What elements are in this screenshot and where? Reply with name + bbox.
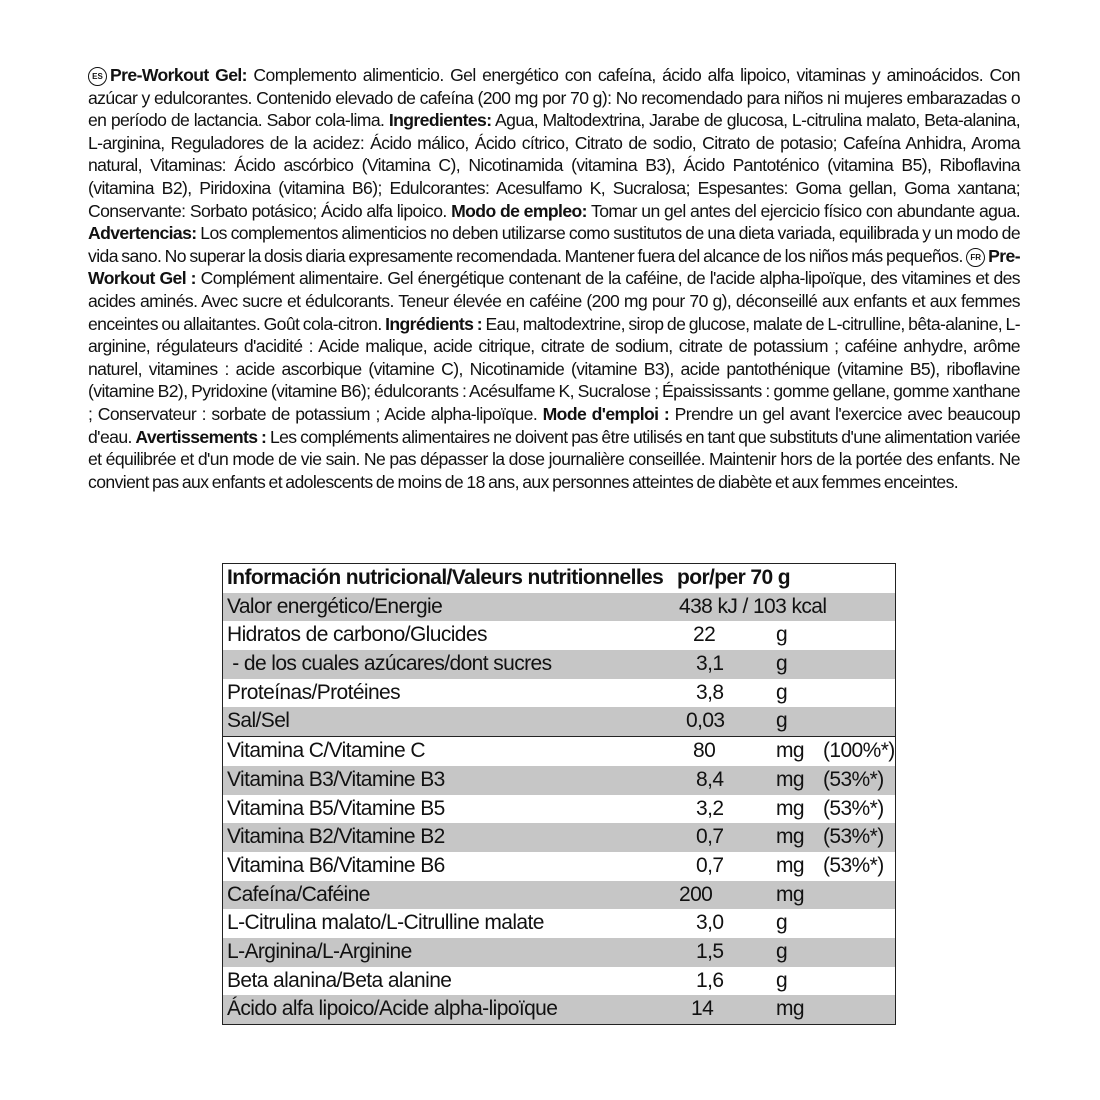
nutrient-value: 0,03 (686, 709, 725, 733)
fr-description: Complément alimentaire. Gel énergétique contenant de la caféine, de l'acide alpha-lipoïque, des vitamines et des acides aminés. Avec sucre et édulcorants. Teneur élevée en caféine (200 mg pour 70 g), déconseillé aux enfants et aux femmes enceintes ou allaitantes. Goût cola-citron. (88, 268, 1021, 334)
table-row (223, 852, 895, 881)
nutrient-unit: g (776, 709, 788, 733)
daily-value-percent: (53%*) (823, 853, 884, 877)
table-row (223, 881, 895, 910)
nutrient-value: 3,2 (696, 796, 724, 820)
nutrient-name: L-Arginina/L-Arginine (227, 939, 412, 963)
ingredients-text-block (88, 64, 1020, 493)
nutrient-unit: g (776, 939, 788, 963)
nutrient-name: Vitamina C/Vitamine C (227, 739, 425, 763)
nutrient-value: 3,1 (696, 652, 724, 676)
daily-value-percent: (53%*) (823, 825, 884, 849)
nutrient-name: Sal/Sel (227, 709, 290, 733)
nutrient-value: 3,0 (696, 911, 724, 935)
nutrient-value: 1,6 (696, 968, 724, 992)
nutrient-unit: mg (776, 997, 804, 1021)
nutrition-table (222, 563, 896, 1025)
daily-value-percent: (53%*) (823, 796, 884, 820)
es-product-title: Pre-Workout Gel: (110, 65, 247, 85)
nutrient-unit: g (776, 623, 788, 647)
nutrient-unit: g (776, 911, 788, 935)
nutrient-value: 0,7 (696, 853, 724, 877)
nutrient-unit: mg (776, 767, 804, 791)
fr-ingredients: Eau, maltodextrine, sirop de glucose, malate de L-citrulline, bêta-alanine, L-arginine, régulateurs d'acidité : Acide malique, acide citrique, citrate de sodium, citrate de potassium ; caféine anhydre, arôme naturel, vitamines : acide ascorbique (vitamine C), Nicotinamide (vitamine B3), acide pantothénique (vitamine B5), riboflavine (vitamine B2), Pyridoxine (vitamine B6); édulcorants : Acésulfame K, Sucralose ; Épaississants : gomme gellane, gomme xanthane ; Conservateur : sorbate de potassium ; Acide alpha-lipoïque. (88, 313, 1020, 424)
es-ingredients: Agua, Maltodextrina, Jarabe de glucosa, L-citrulina malato, Beta-alanina, L-arginina, Reguladores de la acidez: Ácido málico, Ácido cítrico, Citrato de sodio, Citrato de potasio; Cafeína Anhidra, Aroma natural, Vitaminas: Ácido ascórbico (Vitamina C), Nicotinamida (vitamina B3), Ácido Pantoténico (vitamina B5), Riboflavina (vitamina B2), Piridoxina (vitamina B6); Edulcorantes: Acesulfamo K, Sucralosa; Espesantes: Goma gellan, Goma xantana; Conservante: Sorbato potásico; Ácido alfa lipoico. (88, 110, 1020, 221)
daily-value-percent: (53%*) (823, 767, 884, 791)
table-row (223, 795, 895, 824)
nutrient-value: 14 (691, 997, 714, 1021)
nutrient-name: L-Citrulina malato/L-Citrulline malate (227, 911, 544, 935)
nutrition-table-header (223, 564, 895, 593)
table-row (223, 909, 895, 938)
nutrient-value: 8,4 (696, 767, 724, 791)
nutrient-unit: mg (776, 825, 804, 849)
nutrient-value: 1,5 (696, 939, 724, 963)
table-row (223, 995, 895, 1024)
nutrient-unit: mg (776, 853, 804, 877)
nutrient-value: 0,7 (696, 825, 724, 849)
nutrient-unit: mg (776, 796, 804, 820)
table-row (223, 593, 895, 622)
nutrient-name: Hidratos de carbono/Glucides (227, 623, 487, 647)
spanish-language-icon: ES (88, 67, 107, 86)
fr-usage: Prendre un gel avant l'exercice avec beaucoup d'eau. (88, 403, 1021, 447)
fr-usage-label: Mode d'emploi : (542, 403, 670, 424)
table-row (223, 736, 895, 766)
nutrient-value: 22 (693, 623, 716, 647)
es-warnings-label: Advertencias: (88, 223, 197, 244)
nutrient-unit: g (776, 968, 788, 992)
table-row (223, 650, 895, 679)
fr-product-title: Pre-Workout Gel : (88, 245, 1020, 289)
nutrient-name: Cafeína/Caféine (227, 882, 370, 906)
table-row (223, 823, 895, 852)
nutrient-name: - de los cuales azúcares/dont sucres (227, 652, 552, 676)
nutrient-unit: g (776, 680, 788, 704)
serving-size-label: por/per 70 g (677, 566, 790, 589)
nutrient-unit: mg (776, 739, 804, 763)
nutrient-name: Vitamina B5/Vitamine B5 (227, 796, 445, 820)
nutrient-name: Vitamina B3/Vitamine B3 (227, 767, 445, 791)
nutrient-unit: g (776, 652, 788, 676)
nutrient-value: 438 kJ / 103 kcal (679, 594, 827, 618)
table-row (223, 679, 895, 708)
nutrient-name: Ácido alfa lipoico/Acide alpha-lipoïque (227, 997, 558, 1021)
nutrient-name: Beta alanina/Beta alanine (227, 968, 452, 992)
nutrient-name: Vitamina B6/Vitamine B6 (227, 853, 445, 877)
fr-warnings-label: Avertissements : (135, 426, 267, 447)
table-row (223, 938, 895, 967)
es-ingredients-label: Ingredientes: (388, 110, 492, 131)
nutrient-name: Valor energético/Energie (227, 594, 443, 618)
daily-value-percent: (100%*) (823, 739, 895, 763)
es-usage-label: Modo de empleo: (451, 200, 587, 221)
nutrient-unit: mg (776, 882, 804, 906)
table-row (223, 707, 895, 736)
nutrient-value: 80 (693, 739, 716, 763)
french-language-icon: FR (966, 248, 985, 267)
es-warnings: Los complementos alimenticios no deben utilizarse como sustitutos de una dieta variada, equilibrada y un modo de vida sano. No superar la dosis diaria expresamente recomendada. Mantener fuera del alcance de los niños más pequeños. (88, 223, 1020, 266)
fr-ingredients-label: Ingrédients : (385, 313, 483, 334)
nutrient-name: Proteínas/Protéines (227, 680, 401, 704)
fr-warnings: Les compléments alimentaires ne doivent pas être utilisés en tant que substituts d'une alimentation variée et équilibrée et d'un mode de vie sain. Ne pas dépasser la dose journalière conseillée. Maintenir hors de la portée des enfants. Ne convient pas aux enfants et adolescents de moins de 18 ans, aux personnes atteintes de diabète et aux femmes enceintes. (88, 426, 1021, 492)
table-row (223, 967, 895, 996)
nutrient-name: Vitamina B2/Vitamine B2 (227, 825, 445, 849)
nutrient-value: 3,8 (696, 680, 724, 704)
es-usage: Tomar un gel antes del ejercicio físico con abundante agua. (586, 200, 1020, 221)
table-row (223, 621, 895, 650)
nutrient-value: 200 (679, 882, 713, 906)
nutrition-table-title: Información nutricional/Valeurs nutritionnelles (227, 566, 664, 589)
table-row (223, 766, 895, 795)
es-description: Complemento alimenticio. Gel energético con cafeína, ácido alfa lipoico, vitaminas y aminoácidos. Con azúcar y edulcorantes. Contenido elevado de cafeína (200 mg por 70 g): No recomendado para niños ni mujeres embarazadas o en período de lactancia. Sabor cola-lima. (88, 65, 1020, 131)
